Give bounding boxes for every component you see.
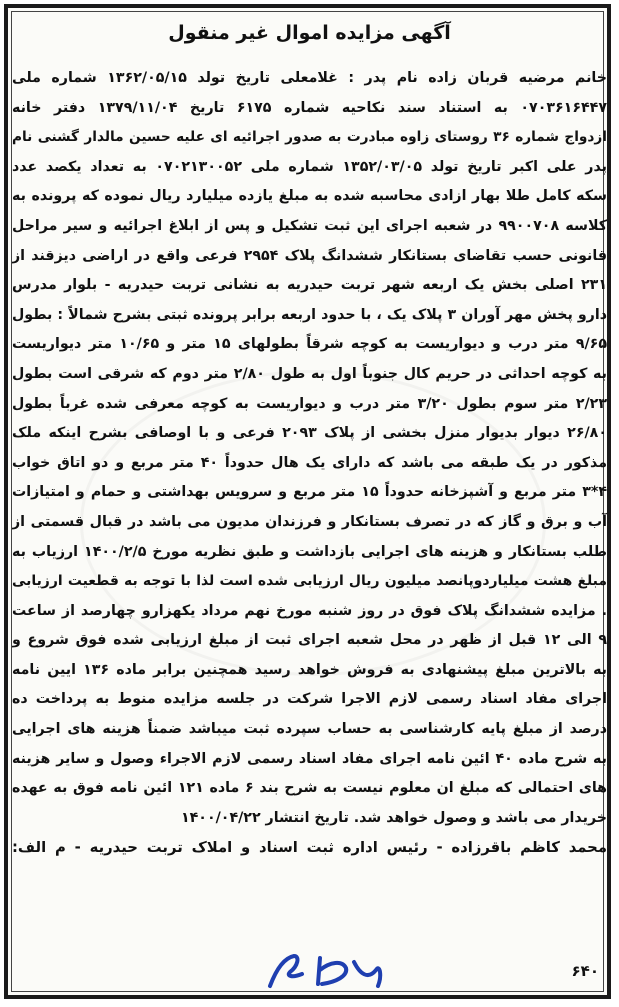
handwritten-stroke [354, 962, 380, 986]
body-line: مذکور در یک طبقه می باشد که دارای یک هال حدوداً ۴۰ متر مربع و دو اتاق خواب [12, 454, 607, 471]
body-line: . مزایده ششدانگ پلاک فوق در روز شنبه مورخ نهم مرداد یکهزارو چهارصد از ساعت [12, 602, 607, 619]
body-line: ۲/۲۳ متر سوم بطول ۳/۲۰ متر درب و دیواریست به کوچه معرفی شده غرباً بطول [12, 395, 607, 412]
body-line: درصد از مبلغ پایه کارشناسی به حساب سپرده ثبت میباشد ضمناً هزینه های اجرایی [12, 721, 607, 738]
notice-title: آگهی مزایده اموال غیر منقول [168, 22, 451, 44]
body-line: مبلغ هشت میلیاردوپانصد میلیون ریال ارزیابی شده است لذا با توجه به قطعیت ارزیابی [12, 573, 607, 590]
body-line: پدر علی اکبر تاریخ تولد ۱۳۵۲/۰۳/۰۵ شماره ملی ۰۷۰۲۱۳۰۰۵۲ به تعداد یکصد عدد [12, 158, 607, 175]
body-line: خریدار می باشد و وصول خواهد شد. تاریخ انتشار ۱۴۰۰/۰۴/۲۲ [180, 809, 607, 826]
body-line: ازدواج شماره ۳۶ روستای زاوه مبادرت به صدور اجرائیه ای علیه حسین مالدار گشنی نام [12, 129, 607, 146]
body-line: ۹/۶۵ متر درب و دیواریست به کوچه شرقاً بطولهای ۱۵ متر و ۱۰/۶۵ متر دیواریست [12, 336, 607, 353]
body-line: به کوچه احداثی در حریم کال جنوباً اول به طول ۲/۸۰ متر دوم که شرقی است بطول [12, 365, 607, 382]
body-line: به بالاترین مبلغ پیشنهادی به فروش خواهد رسید همچنین برابر ماده ۱۳۶ ایین نامه [12, 661, 607, 678]
body-line: ۰۷۰۳۶۱۶۴۴۷ به استناد سند نکاحیه شماره ۶۱۷۵ تاریخ ۱۳۷۹/۱۱/۰۴ دفتر خانه [12, 99, 607, 116]
reference-code: ۶۴۰ [571, 962, 599, 980]
handwritten-stroke [318, 958, 346, 984]
notice-body [12, 64, 607, 863]
body-line: خانم مرضیه قربان زاده نام پدر : غلامعلی تاریخ تولد ۱۳۶۲/۰۵/۱۵ شماره ملی [12, 70, 607, 86]
body-line: به شرح ماده ۴۰ ائین نامه اجرای مفاد اسناد رسمی لازم الاجراء وصول و سایر هزینه [12, 750, 607, 767]
body-line: قانونی حسب تقاضای بستانکار ششدانگ پلاک ۲۹۵۴ فرعی واقع در اراضی دیزقند از [12, 247, 607, 264]
signature-line: محمد کاظم باقرزاده - رئیس اداره ثبت اسناد و املاک تربت حیدریه - م الف: [12, 839, 607, 857]
body-line: اجرای مفاد اسناد رسمی لازم الاجرا شرکت در جلسه مزایده منوط به پرداخت ده [12, 691, 607, 708]
body-line: ۴*۳ متر مربع و آشپزخانه حدوداً ۱۵ متر مربع و سرویس بهداشتی و حمام و امتیازات [12, 484, 607, 501]
body-line: کلاسه ۹۹۰۰۷۰۸ در شعبه اجرای این ثبت تشکیل و پس از ابلاغ اجرائیه و سیر مراحل [12, 217, 607, 234]
body-line: ۹ الی ۱۲ قبل از ظهر در محل شعبه اجرای ثبت از مبلغ ارزیابی شده فوق شروع و [12, 632, 607, 649]
handwritten-number-mark [250, 940, 400, 1000]
body-line: دارو پخش مهر آوران ۳ پلاک یک ، با حدود اربعه برابر پرونده ثبتی بشرح شمالاً : بطول [12, 306, 607, 323]
body-line: ۲۳۱ اصلی بخش یک اربعه شهر تربت حیدریه به نشانی تربت حیدریه - بلوار مدرس [12, 277, 607, 294]
body-line: طلب بستانکار و هزینه های اجرایی بازداشت و طبق نظریه مورخ ۱۴۰۰/۲/۵ ارزیاب به [12, 543, 607, 560]
body-line: سکه کامل طلا بهار ازادی محاسبه شده به مبلغ یازده میلیارد ریال نموده که پرونده به [12, 188, 607, 205]
body-line: آب و برق و گاز که در تصرف بستانکار و فرزندان مدیون می باشد در قبال قسمتی از [12, 513, 607, 530]
body-line: ۲۶/۸۰ دیوار بدیوار منزل بخشی از پلاک ۲۰۹۳ فرعی و با اوصافی بشرح اینکه ملک [12, 425, 607, 442]
handwritten-stroke [270, 956, 302, 986]
body-line: های احتمالی که مبلغ ان معلوم نیست به شرح بند ۶ ماده ۱۲۱ ائین نامه فوق به عهده [12, 780, 607, 797]
